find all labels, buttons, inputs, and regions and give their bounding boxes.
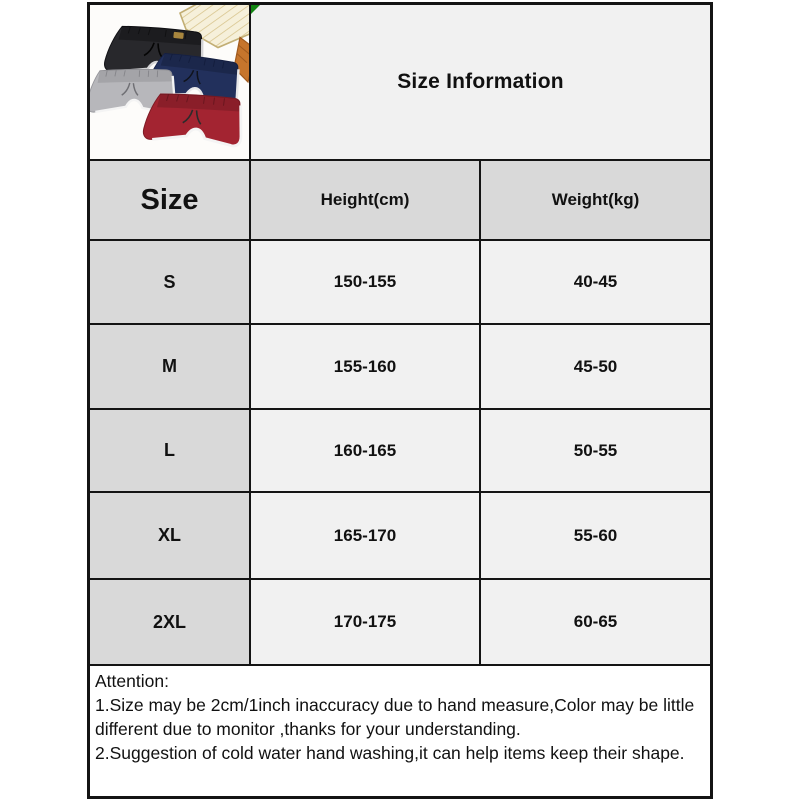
- height-value: 170-175: [251, 580, 481, 664]
- table-row-2xl: [90, 580, 710, 666]
- attention-line-2: different due to monitor ,thanks for your understanding.: [95, 719, 521, 739]
- top-row: [90, 5, 710, 161]
- height-value: 155-160: [251, 325, 481, 408]
- weight-value: 60-65: [481, 580, 710, 664]
- height-value: 165-170: [251, 493, 481, 578]
- column-header-size: Size: [90, 161, 251, 239]
- table-row-m: [90, 325, 710, 410]
- column-header-weight: Weight(kg): [481, 161, 710, 239]
- size-value: XL: [90, 493, 251, 578]
- size-value: L: [90, 410, 251, 491]
- size-chart-table: [87, 2, 713, 799]
- height-value: 160-165: [251, 410, 481, 491]
- weight-value: 50-55: [481, 410, 710, 491]
- height-value: 150-155: [251, 241, 481, 323]
- size-information-title: Size Information: [397, 70, 564, 93]
- table-header-row: [90, 161, 710, 241]
- weight-value: 45-50: [481, 325, 710, 408]
- attention-note: [90, 666, 710, 796]
- table-row-xl: [90, 493, 710, 580]
- attention-line-1: 1.Size may be 2cm/1inch inaccuracy due to hand measure,Color may be little: [95, 695, 695, 715]
- size-value: M: [90, 325, 251, 408]
- size-information-header-cell: [251, 5, 710, 159]
- attention-title: Attention:: [95, 671, 169, 691]
- table-row-l: [90, 410, 710, 493]
- table-row-s: [90, 241, 710, 325]
- weight-value: 55-60: [481, 493, 710, 578]
- attention-line-3: 2.Suggestion of cold water hand washing,it can help items keep their shape.: [95, 743, 685, 763]
- column-header-height: Height(cm): [251, 161, 481, 239]
- size-value: 2XL: [90, 580, 251, 664]
- product-photo-cell: [90, 5, 251, 159]
- weight-value: 40-45: [481, 241, 710, 323]
- cell-corner-flag-icon: [251, 5, 260, 14]
- size-value: S: [90, 241, 251, 323]
- product-photo-image: [90, 5, 249, 159]
